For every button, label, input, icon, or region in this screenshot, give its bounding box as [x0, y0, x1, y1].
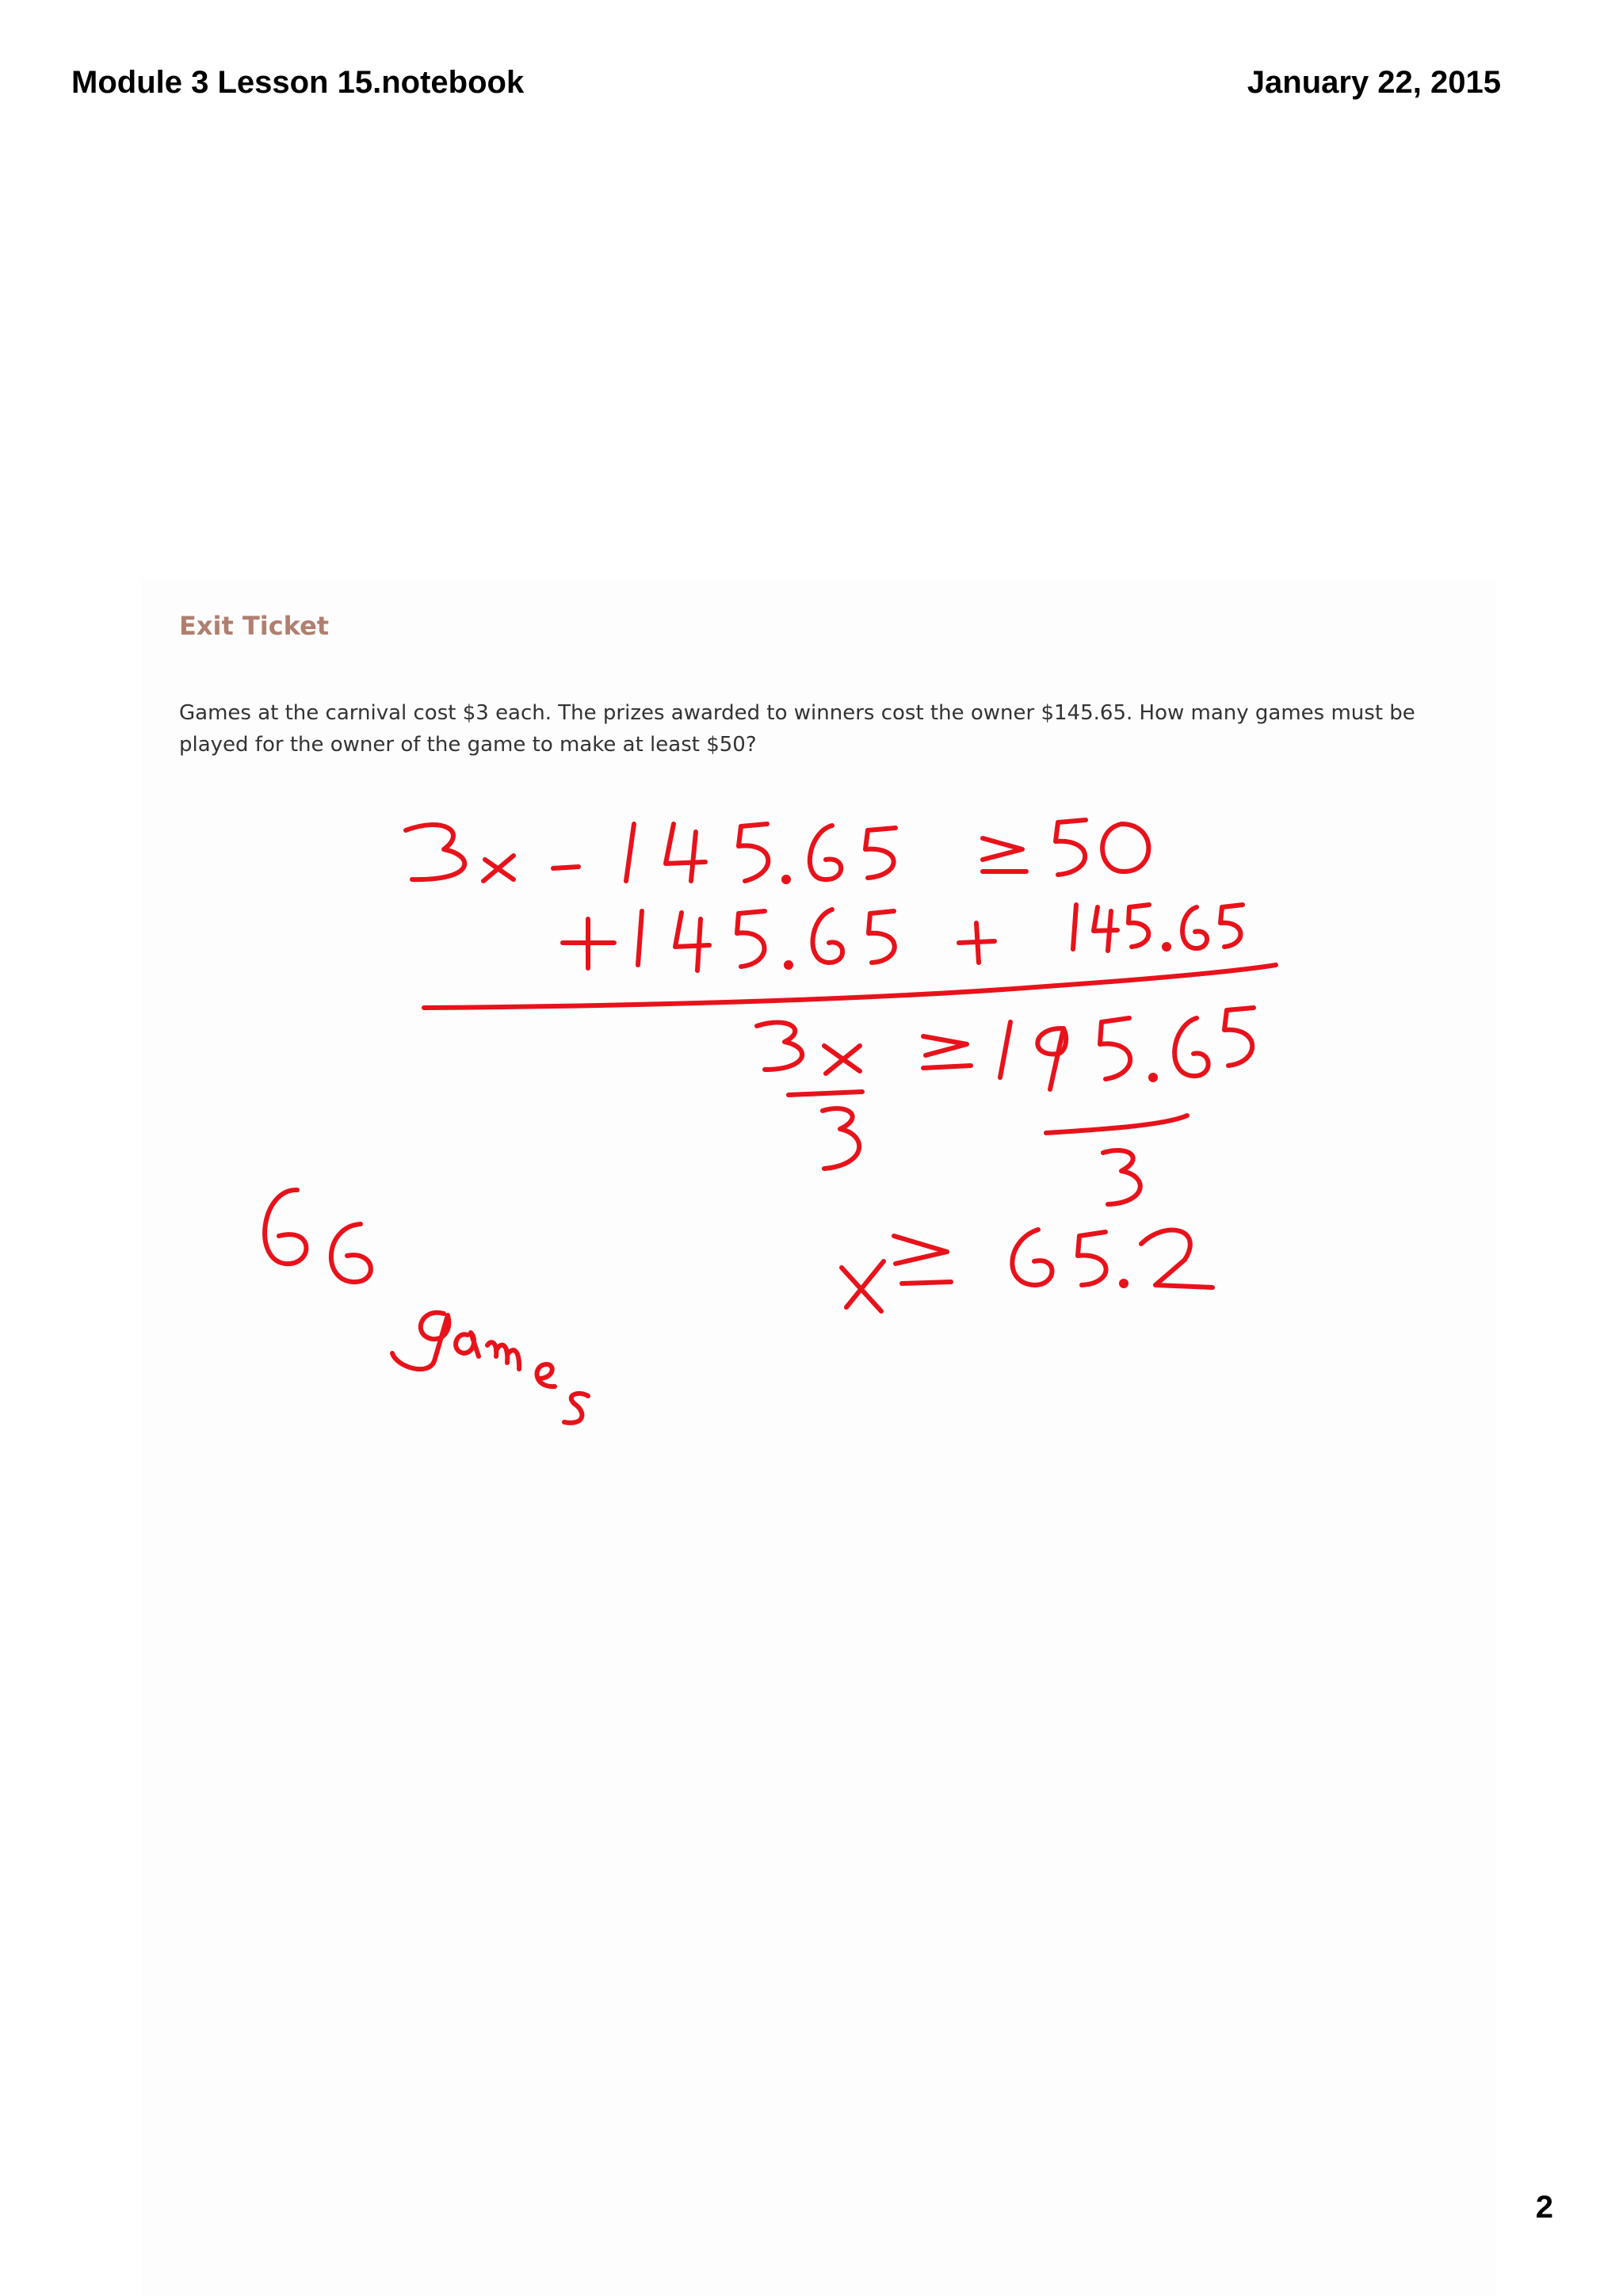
document-date: January 22, 2015 — [1247, 65, 1501, 100]
page-number: 2 — [1535, 2190, 1553, 2225]
document-title: Module 3 Lesson 15.notebook — [71, 65, 525, 100]
exit-ticket-panel — [141, 578, 1496, 2296]
exit-ticket-heading: Exit Ticket — [179, 611, 330, 641]
exit-ticket-question: Games at the carnival cost $3 each. The prizes awarded to winners cost the owner $145.65. How many games must be played for the owner of the game to make at least $50? — [179, 701, 1415, 757]
